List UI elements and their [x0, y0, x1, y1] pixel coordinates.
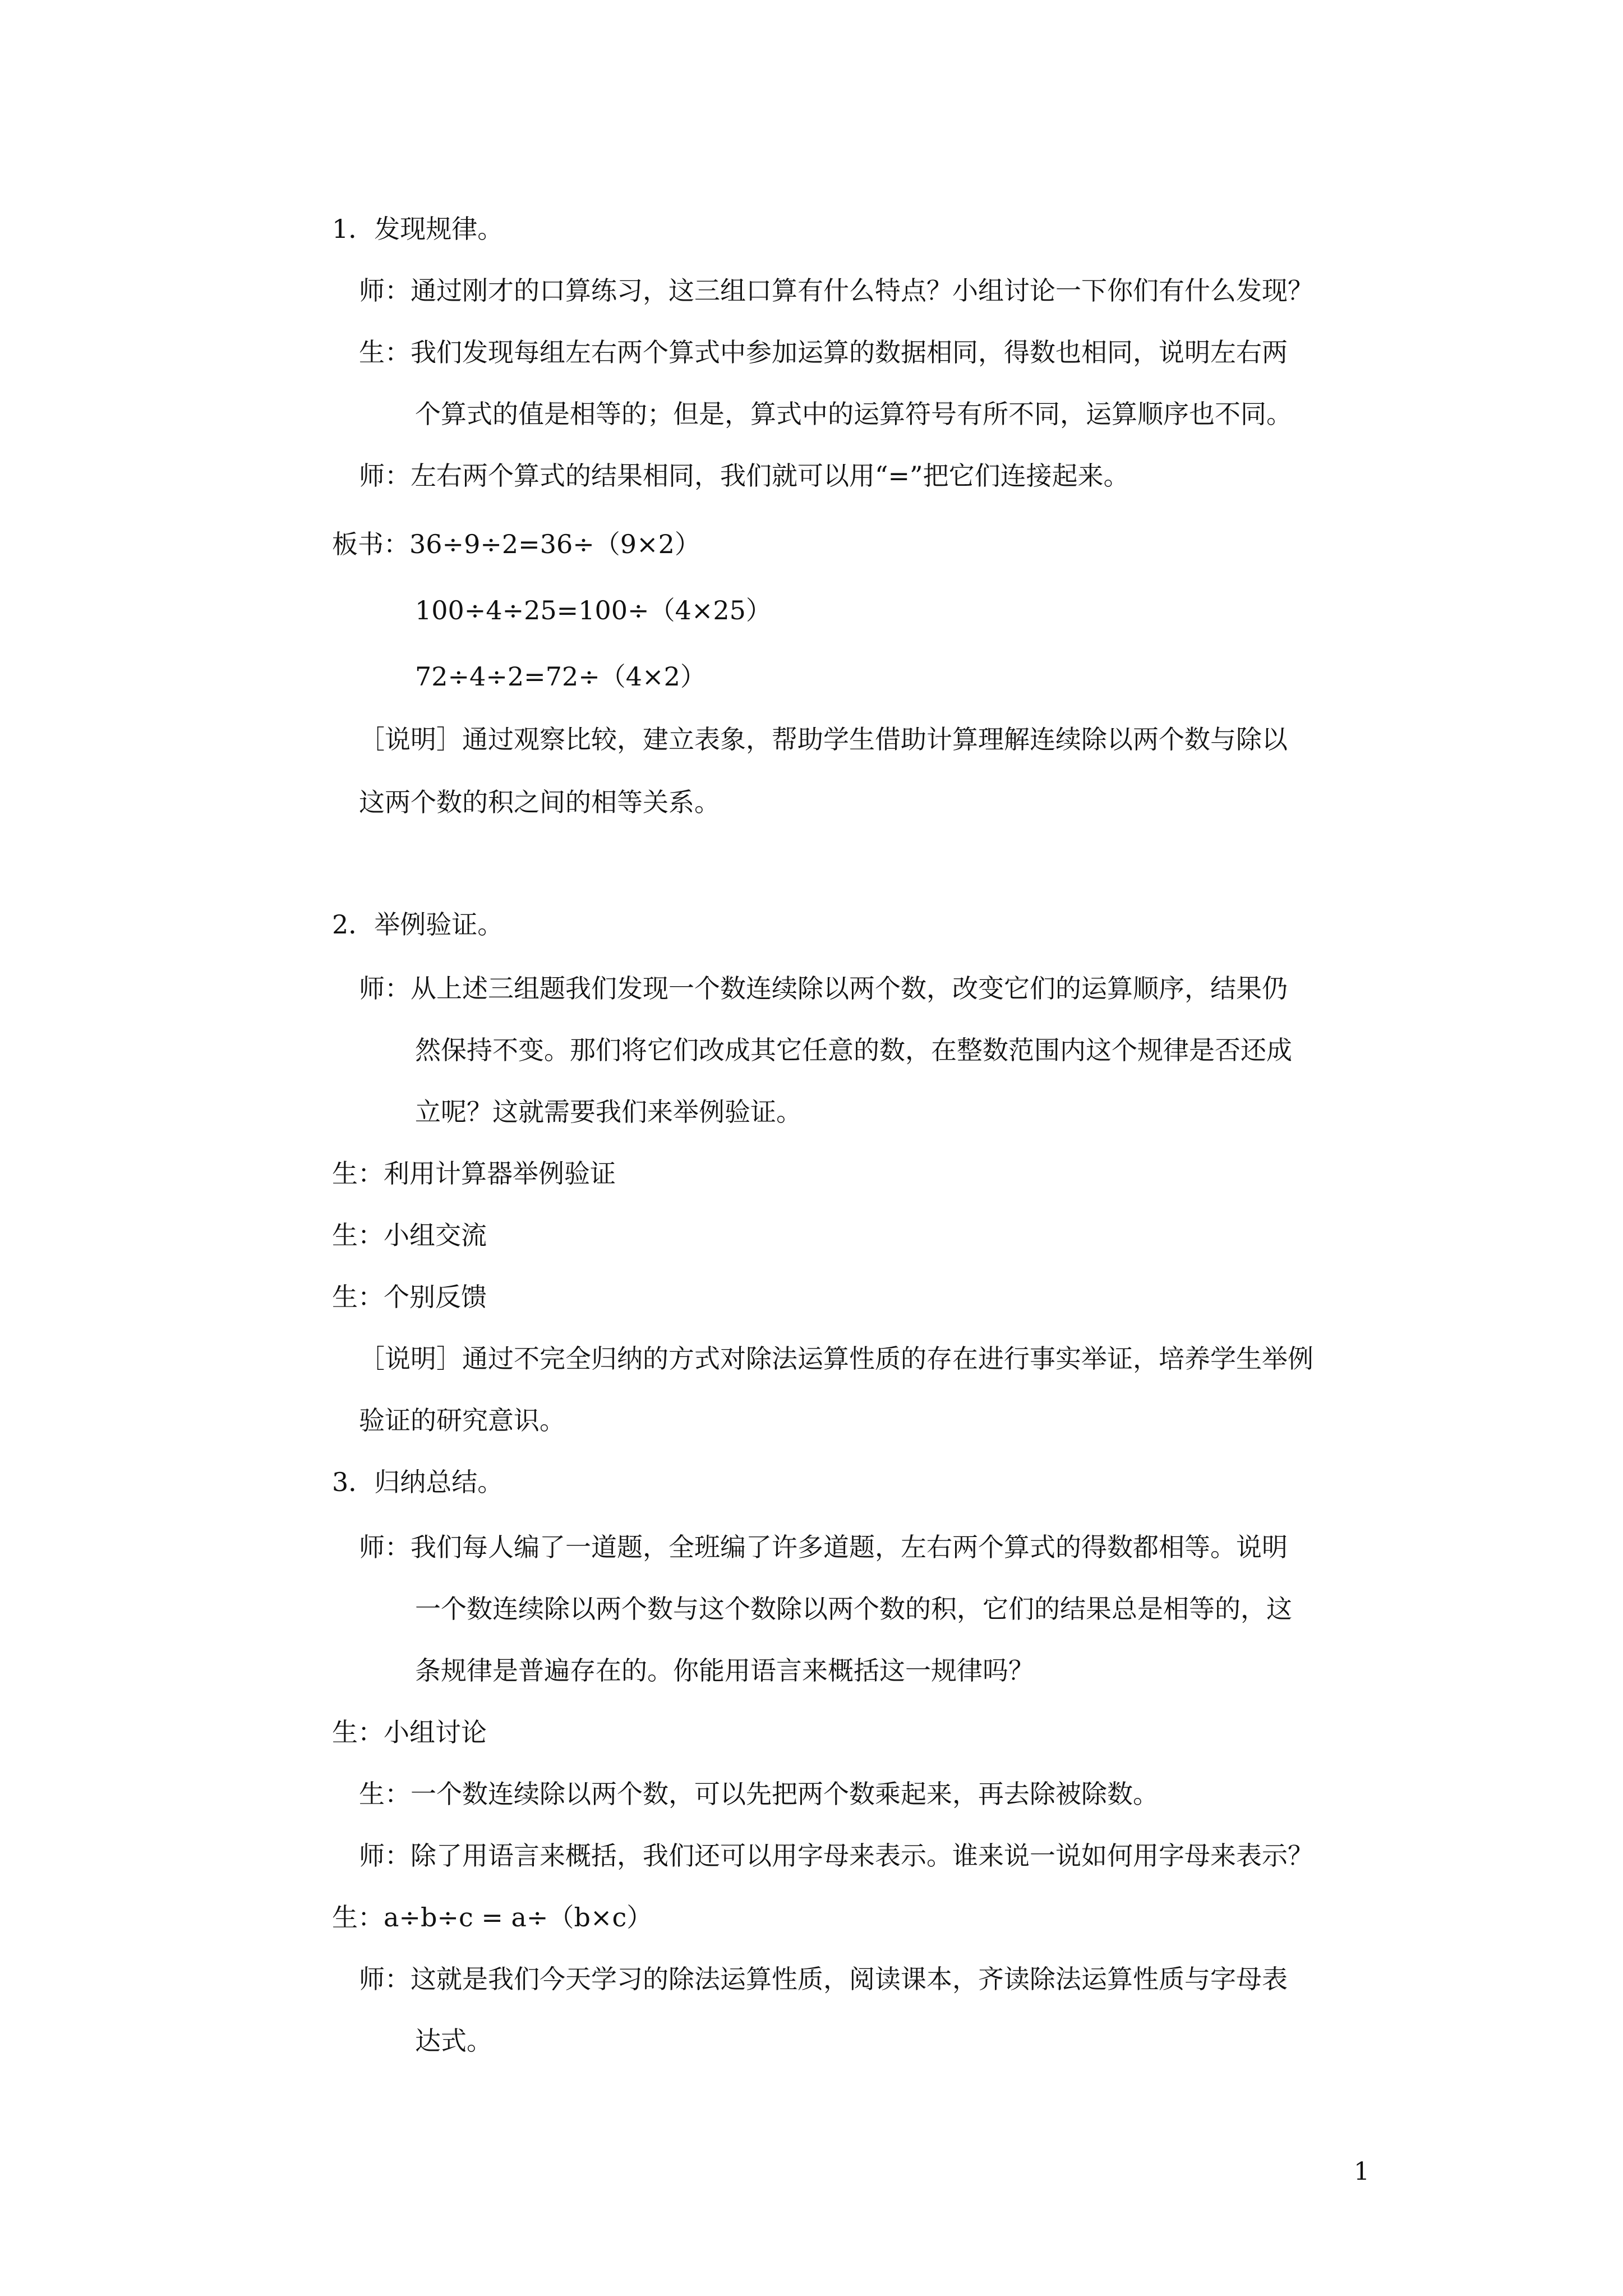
teacher-line-continued: 一个数连续除以两个数与这个数除以两个数的积，它们的结果总是相等的，这	[415, 1594, 1292, 1624]
teacher-line: 师：这就是我们今天学习的除法运算性质，阅读课本，齐读除法运算性质与字母表	[359, 1964, 1288, 1994]
student-line: 生：个别反馈	[332, 1282, 487, 1312]
heading-example-verification: 2．举例验证。	[332, 909, 504, 940]
blackboard-equation: 100÷4÷25=100÷（4×25）	[415, 595, 772, 625]
teacher-line: 师：左右两个算式的结果相同，我们就可以用“=”把它们连接起来。	[359, 461, 1129, 491]
explanation-note-continued: 这两个数的积之间的相等关系。	[359, 787, 720, 817]
teacher-line: 师：我们每人编了一道题，全班编了许多道题，左右两个算式的得数都相等。说明	[359, 1532, 1288, 1562]
teacher-line: 师：从上述三组题我们发现一个数连续除以两个数，改变它们的运算顺序，结果仍	[359, 973, 1288, 1004]
student-line: 生：小组交流	[332, 1220, 487, 1250]
explanation-note: ［说明］通过观察比较，建立表象，帮助学生借助计算理解连续除以两个数与除以	[359, 724, 1288, 754]
teacher-line-continued: 立呢？这就需要我们来举例验证。	[415, 1097, 802, 1127]
teacher-line-continued: 条规律是普遍存在的。你能用语言来概括这一规律吗？	[415, 1655, 1034, 1686]
student-line: 生：利用计算器举例验证	[332, 1158, 616, 1189]
explanation-note: ［说明］通过不完全归纳的方式对除法运算性质的存在进行事实举证，培养学生举例	[359, 1343, 1313, 1374]
heading-summary: 3．归纳总结。	[332, 1467, 504, 1497]
explanation-note-continued: 验证的研究意识。	[359, 1405, 565, 1435]
student-line: 生：一个数连续除以两个数，可以先把两个数乘起来，再去除被除数。	[359, 1779, 1159, 1809]
page-number: 1	[1354, 2157, 1370, 2186]
student-line: 生：小组讨论	[332, 1717, 487, 1747]
teacher-line-continued: 达式。	[415, 2026, 492, 2056]
blackboard-equation: 72÷4÷2=72÷（4×2）	[415, 661, 706, 692]
heading-discover-pattern: 1．发现规律。	[332, 214, 504, 244]
teacher-line: 师：通过刚才的口算练习，这三组口算有什么特点？小组讨论一下你们有什么发现？	[359, 275, 1313, 306]
teacher-line: 师：除了用语言来概括，我们还可以用字母来表示。谁来说一说如何用字母来表示？	[359, 1841, 1313, 1871]
student-line: 生：我们发现每组左右两个算式中参加运算的数据相同，得数也相同，说明左右两	[359, 337, 1288, 367]
student-formula-line: 生：a÷b÷c = a÷（b×c）	[332, 1902, 653, 1932]
teacher-line-continued: 然保持不变。那们将它们改成其它任意的数，在整数范围内这个规律是否还成	[415, 1035, 1292, 1065]
student-line-continued: 个算式的值是相等的；但是，算式中的运算符号有所不同，运算顺序也不同。	[415, 399, 1292, 429]
blackboard-equation: 板书：36÷9÷2=36÷（9×2）	[332, 529, 700, 559]
